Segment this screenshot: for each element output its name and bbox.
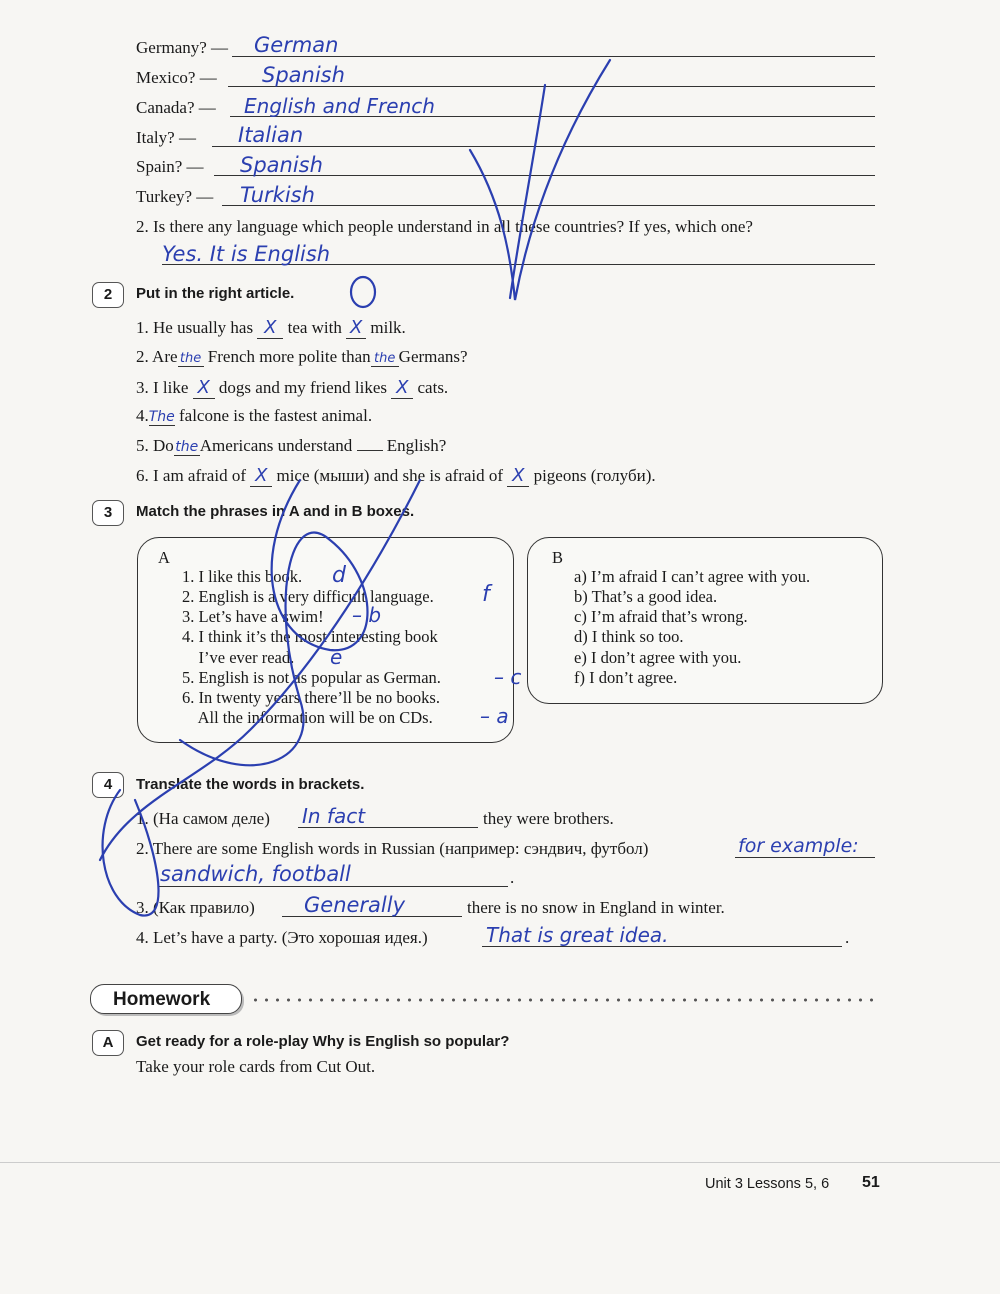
handwritten-match: – a: [480, 704, 509, 728]
phrase-b: e) I don’t agree with you.: [574, 648, 742, 667]
box-label: B: [552, 548, 564, 567]
exercise-2-item: 5. Do theAmericans understand English?: [136, 436, 447, 455]
homework-heading: Homework: [90, 984, 242, 1014]
country-question: Spain? —: [136, 157, 204, 176]
exercise-number-badge: 3: [92, 500, 124, 526]
phrase-b: f) I don’t agree.: [574, 668, 678, 687]
answer-line: [158, 886, 508, 887]
translate-item-3-end: there is no snow in England in winter.: [467, 898, 725, 917]
translate-item-1-end: they were brothers.: [483, 809, 614, 828]
exercise-2-item: 2. Are the French more polite than the Germans?: [136, 347, 468, 366]
handwritten-match: e: [330, 645, 343, 669]
handwritten-match: – b: [352, 603, 382, 627]
phrase-b: a) I’m afraid I can’t agree with you.: [574, 567, 811, 586]
homework-task-title: Get ready for a role-play Why is English so popular?: [136, 1033, 510, 1050]
exercise-title: Translate the words in brackets.: [136, 776, 365, 793]
country-question: Turkey? —: [136, 187, 214, 206]
exercise-2-item: 1. He usually has X tea with X milk.: [136, 317, 406, 338]
handwritten-answer: Turkish: [240, 183, 315, 207]
country-question: Mexico? —: [136, 68, 217, 87]
handwritten-match: d: [332, 563, 346, 588]
exercise-number-badge: 4: [92, 772, 124, 798]
phrase-b: b) That’s a good idea.: [574, 587, 718, 606]
phrase-b: c) I’m afraid that’s wrong.: [574, 607, 748, 626]
phrase-a: 5. English is not as popular as German.: [182, 668, 441, 687]
phrase-a: All the information will be on CDs.: [182, 708, 433, 727]
exercise-title: Put in the right article.: [136, 285, 295, 302]
exercise-2-item: 4.The falcone is the fastest animal.: [136, 406, 373, 425]
exercise-title: Match the phrases in A and in B boxes.: [136, 503, 415, 520]
answer-line: [735, 857, 875, 858]
handwritten-answer: That is great idea.: [486, 923, 669, 947]
handwritten-answer: German: [254, 33, 339, 57]
handwritten-answer: Spanish: [240, 153, 323, 177]
handwritten-match: – c: [494, 665, 522, 689]
answer-line: [222, 205, 875, 206]
exercise-2-item: 6. I am afraid of X mice (мыши) and she is afraid of X pigeons (голуби).: [136, 465, 656, 486]
country-question: Germany? —: [136, 38, 229, 57]
handwritten-answer: Yes. It is English: [162, 242, 331, 266]
grade-mark: [351, 277, 375, 307]
dotted-divider: [250, 998, 880, 1002]
handwritten-answer: Italian: [238, 123, 304, 147]
handwritten-answer: In fact: [302, 804, 366, 828]
handwritten-answer: Spanish: [262, 63, 345, 87]
phrase-a: 6. In twenty years there’ll be no books.: [182, 688, 440, 707]
phrase-a: 2. English is a very difficult language.: [182, 587, 434, 606]
page-number: 51: [862, 1174, 880, 1191]
country-question: Italy? —: [136, 128, 196, 147]
phrase-a: I’ve ever read.: [182, 648, 295, 667]
handwritten-answer: sandwich, football: [160, 862, 351, 886]
period: .: [510, 868, 515, 887]
period: .: [845, 928, 850, 947]
homework-task-text: Take your role cards from Cut Out.: [136, 1057, 376, 1076]
homework-task-badge: A: [92, 1030, 124, 1056]
handwritten-answer: for example:: [738, 835, 859, 857]
translate-item-2: 2. There are some English words in Russian (например: сэндвич, футбол): [136, 839, 649, 858]
exercise-1-question-2: 2. Is there any language which people understand in all these countries? If yes, which one?: [136, 217, 753, 236]
exercise-2-item: 3. I like X dogs and my friend likes X cats.: [136, 377, 449, 398]
phrase-a: 1. I like this book.: [182, 567, 303, 586]
exercise-number-badge: 2: [92, 282, 124, 308]
translate-item-4: 4. Let’s have a party. (Это хорошая идея.): [136, 928, 428, 947]
translate-item-1: 1. (На самом деле): [136, 809, 270, 828]
phrase-b: d) I think so too.: [574, 627, 684, 646]
phrase-a: 4. I think it’s the most interesting book: [182, 627, 438, 646]
footer-unit: Unit 3 Lessons 5, 6: [705, 1176, 830, 1192]
handwritten-answer: English and French: [244, 94, 435, 118]
handwritten-match: f: [482, 582, 490, 607]
box-label: A: [158, 548, 170, 567]
page-edge: [0, 1162, 1000, 1163]
translate-item-3: 3. (Как правило): [136, 898, 255, 917]
answer-line: [212, 146, 875, 147]
handwritten-answer: Generally: [304, 893, 406, 917]
phrase-a: 3. Let’s have a swim!: [182, 607, 324, 626]
country-question: Canada? —: [136, 98, 216, 117]
